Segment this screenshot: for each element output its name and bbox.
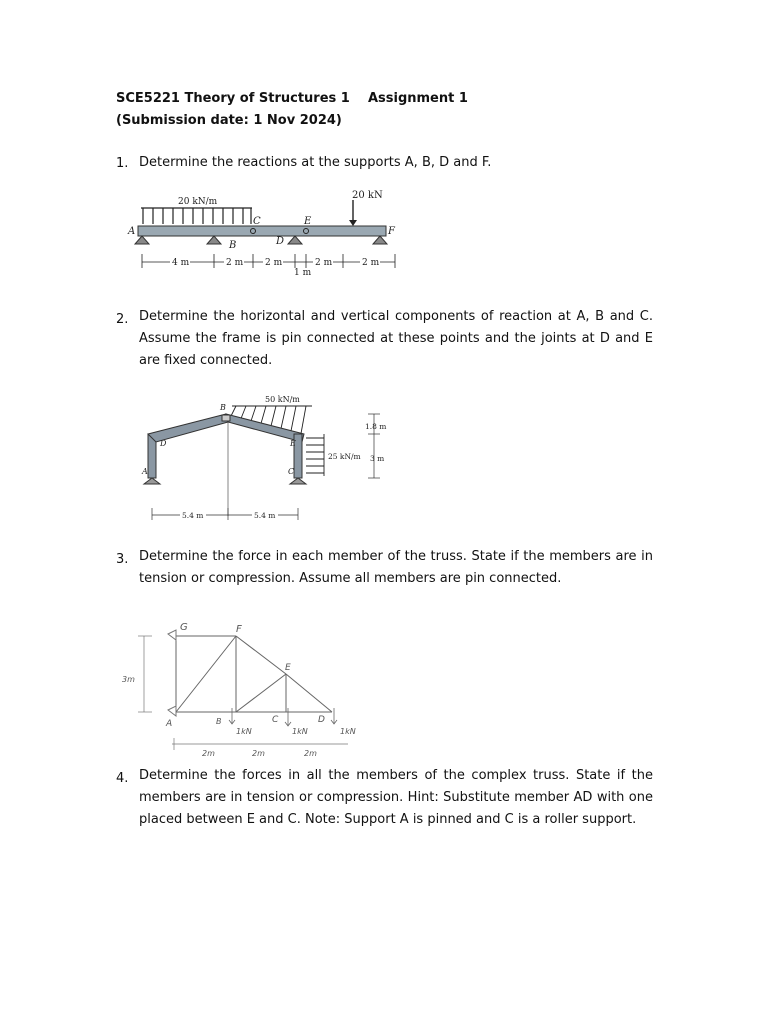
support-b: [207, 236, 221, 244]
label-d: D: [318, 715, 325, 725]
support-a: [144, 478, 160, 484]
label-d: D: [160, 439, 167, 448]
label-e: E: [285, 663, 291, 673]
label-a: A: [142, 467, 148, 476]
label-b: B: [216, 717, 222, 726]
wall-load-label: 25 kN/m: [328, 452, 361, 461]
label-c: C: [272, 715, 279, 725]
support-g: [168, 630, 176, 640]
dim-2m-4: 2 m: [362, 258, 380, 268]
label-e: E: [290, 439, 296, 448]
label-f: F: [236, 624, 242, 635]
span-3: 2m: [304, 749, 317, 758]
question-3-number: 3.: [116, 552, 129, 567]
dim-2m-3: 2 m: [315, 258, 333, 268]
question-1-number: 1.: [116, 156, 129, 171]
label-f: F: [388, 226, 395, 237]
label-c: C: [288, 467, 295, 476]
question-4-text: Determine the forces in all the members of the complex truss. State if the members are in tension or compression. Hint: Substitute member AD with one placed between E and C. Note: Support A is pinned and C is a roller support.: [139, 768, 653, 827]
span-1: 2m: [202, 749, 215, 758]
figure-1-beam: [120, 184, 410, 278]
support-d: [288, 236, 302, 244]
truss-members: [176, 636, 332, 712]
question-2-text: Determine the horizontal and vertical components of reaction at A, B and C. Assume the frame is pin connected at these points and the joints at D and E are fixed connected.: [139, 309, 653, 368]
load-3: 1kN: [340, 727, 356, 736]
dim-wall: 3 m: [370, 454, 385, 463]
label-c: C: [253, 216, 261, 227]
dim-2m-2: 2 m: [265, 258, 283, 268]
udl-arrows: [141, 208, 252, 224]
point-load-label: 20 kN: [352, 190, 383, 201]
dim-1m: 1 m: [294, 268, 312, 278]
question-2-number: 2.: [116, 312, 129, 327]
dim-rise: 1.8 m: [365, 422, 387, 431]
label-b: B: [229, 240, 237, 251]
dim-2m-1: 2 m: [226, 258, 244, 268]
label-b: B: [220, 403, 226, 412]
course-name: SCE5221 Theory of Structures 1: [116, 91, 350, 106]
dim-left: 5.4 m: [182, 511, 204, 520]
label-g: G: [180, 622, 188, 633]
submission-date: (Submission date: 1 Nov 2024): [116, 113, 342, 128]
roof-load-label: 50 kN/m: [265, 395, 300, 404]
question-4-number: 4.: [116, 771, 129, 786]
beam: [138, 226, 386, 236]
support-a: [135, 236, 149, 244]
question-1-text: Determine the reactions at the supports A, B, D and F.: [139, 155, 492, 170]
span-2: 2m: [252, 749, 265, 758]
label-a: A: [166, 719, 173, 729]
label-a: A: [128, 226, 136, 237]
course-title: [116, 91, 468, 106]
label-d: D: [276, 236, 285, 247]
dim-height: 3m: [122, 675, 135, 684]
figure-3-truss: [112, 612, 368, 762]
frame-members: [148, 414, 304, 478]
assignment-label: Assignment 1: [367, 91, 468, 106]
load-2: 1kN: [292, 727, 308, 736]
label-e: E: [304, 216, 312, 227]
support-f: [373, 236, 387, 244]
wall-load-arrows: [306, 434, 324, 476]
support-c: [290, 478, 306, 484]
load-1: 1kN: [236, 727, 252, 736]
question-3-text: Determine the force in each member of the truss. State if the members are in tension or compression. Assume all members are pin connected.: [139, 549, 653, 586]
support-a: [168, 706, 176, 716]
udl-label: 20 kN/m: [178, 197, 218, 207]
figure-2-frame: [136, 384, 404, 520]
dim-4m: 4 m: [172, 258, 190, 268]
dim-right: 5.4 m: [254, 511, 276, 520]
